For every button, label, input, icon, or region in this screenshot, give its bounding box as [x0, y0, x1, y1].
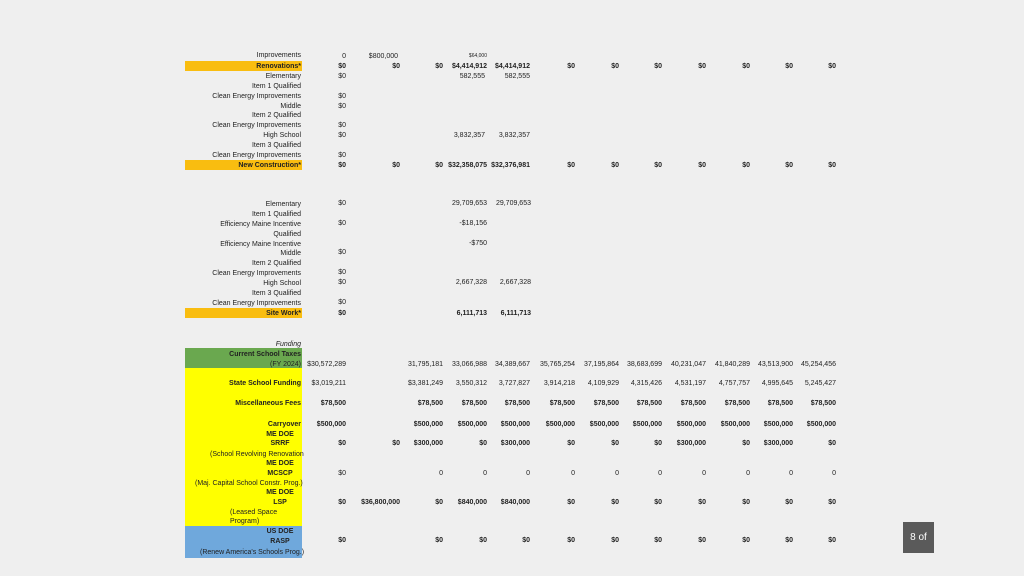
row-label: Item 3 Qualified: [251, 290, 301, 297]
rasp-value: $0: [611, 537, 619, 544]
new-construction-value: $0: [611, 162, 619, 169]
row-label: Efficiency Maine Incentive: [220, 221, 301, 228]
rasp-value: $0: [479, 537, 487, 544]
state-funding-value: 4,315,426: [630, 380, 662, 387]
item-value: $0: [338, 249, 346, 256]
rasp-value: $0: [698, 537, 706, 544]
row-label: Item 2 Qualified: [251, 260, 301, 267]
lsp-value: $840,000: [500, 499, 530, 506]
rasp-value: $0: [435, 537, 443, 544]
rasp-agency: US DOE: [266, 528, 294, 535]
site-work-value: 6,111,713: [456, 310, 487, 317]
srrf-value: $0: [567, 440, 575, 447]
state-funding-value: 4,531,197: [674, 380, 706, 387]
srrf-value: $0: [479, 440, 487, 447]
carryover-value: $500,000: [763, 421, 793, 428]
lsp-value: $0: [742, 499, 750, 506]
rasp-value: $0: [522, 537, 530, 544]
current-taxes-value: $30,572,289: [307, 361, 346, 368]
misc-fees-value: $78,500: [724, 400, 750, 407]
renovations-value: $0: [338, 63, 346, 70]
row-label: Efficiency Maine Incentive: [220, 241, 301, 248]
item-value: $0: [338, 102, 346, 110]
mcscp-value: 0: [789, 470, 793, 477]
state-funding-value: 4,109,929: [587, 380, 619, 387]
carryover-label: Carryover: [267, 421, 301, 428]
state-funding-value: 4,995,645: [761, 380, 793, 387]
misc-fees-value: $78,500: [680, 400, 706, 407]
carryover-value: $500,000: [457, 421, 487, 428]
lsp-value: $0: [698, 499, 706, 506]
current-taxes-value: 41,840,289: [714, 361, 750, 368]
rasp-value: $0: [742, 537, 750, 544]
state-funding-value: 4,757,757: [718, 380, 750, 387]
current-taxes-value: 45,254,456: [800, 361, 836, 368]
current-taxes-value: 33,066,988: [451, 361, 487, 368]
mcscp-value: 0: [483, 470, 487, 477]
item-value: $0: [338, 220, 346, 227]
item-value: 2,667,328: [455, 279, 487, 286]
srrf-value: $0: [742, 440, 750, 447]
mcscp-value: 0: [746, 470, 750, 477]
improvements-value: $64,000: [468, 53, 487, 59]
row-label: Item 1 Qualified: [251, 211, 301, 218]
item-value: 582,555: [459, 73, 485, 80]
improvements-value: 0: [342, 53, 346, 60]
renovations-value: $0: [828, 63, 836, 70]
renovations-value: $0: [567, 63, 575, 70]
item-value: 29,709,653: [451, 200, 487, 207]
item-value: $0: [338, 73, 346, 80]
mcscp-value: $0: [338, 470, 346, 477]
state-funding-value: $3,381,249: [407, 380, 443, 387]
row-label: Clean Energy Improvements: [212, 92, 301, 100]
srrf-value: $300,000: [676, 440, 706, 447]
carryover-value: $500,000: [545, 421, 575, 428]
item-value: 29,709,653: [495, 200, 531, 207]
srrf-value: $0: [338, 440, 346, 447]
row-label: Clean Energy Improvements: [212, 151, 301, 159]
misc-fees-value: $78,500: [767, 400, 793, 407]
lsp-desc: Program): [230, 518, 260, 525]
srrf-value: $300,000: [763, 440, 793, 447]
mcscp-value: 0: [571, 470, 575, 477]
state-funding-value: 5,245,427: [804, 380, 836, 387]
carryover-value: $500,000: [500, 421, 530, 428]
srrf-desc: (School Revolving Renovation: [210, 451, 304, 458]
lsp-desc: (Leased Space: [230, 509, 278, 516]
new-construction-value: $0: [654, 162, 662, 169]
state-funding-label: State School Funding: [229, 380, 301, 387]
renovations-value: $0: [698, 63, 706, 70]
renovations-value: $0: [742, 63, 750, 70]
row-label: Elementary: [265, 73, 301, 80]
current-taxes-value: 35,765,254: [539, 361, 575, 368]
rasp-label: RASP: [270, 538, 290, 545]
current-taxes-value: 40,231,047: [670, 361, 706, 368]
misc-fees-value: $78,500: [461, 400, 487, 407]
lsp-agency: ME DOE: [266, 489, 294, 496]
new-construction-value: $0: [338, 162, 346, 169]
lsp-value: $0: [654, 499, 662, 506]
carryover-value: $500,000: [589, 421, 619, 428]
mcscp-value: 0: [439, 470, 443, 477]
site-work-value: 6,111,713: [500, 310, 531, 317]
row-label: Item 1 Qualified: [251, 82, 301, 90]
mcscp-value: 0: [658, 470, 662, 477]
row-label: Qualified: [273, 231, 301, 238]
renovations-value: $0: [654, 63, 662, 70]
row-label: Improvements: [256, 52, 301, 59]
misc-fees-value: $78,500: [417, 400, 443, 407]
current-taxes-value: 37,195,864: [583, 361, 619, 368]
misc-fees-value: $78,500: [593, 400, 619, 407]
carryover-value: $500,000: [413, 421, 443, 428]
srrf-value: $0: [611, 440, 619, 447]
srrf-agency: ME DOE: [266, 431, 294, 438]
current-taxes-value: 31,795,181: [407, 361, 443, 368]
row-label: Middle: [280, 250, 301, 257]
carryover-value: $500,000: [632, 421, 662, 428]
row-label: High School: [263, 280, 301, 287]
new-construction-value: $0: [392, 162, 400, 169]
srrf-value: $300,000: [500, 440, 530, 447]
mcscp-value: 0: [702, 470, 706, 477]
item-value: 3,832,357: [498, 132, 530, 140]
misc-fees-value: $78,500: [320, 400, 346, 407]
current-taxes-label: Current School Taxes: [229, 351, 301, 358]
rasp-desc: (Renew America's Schools Prog.): [200, 549, 305, 556]
rasp-value: $0: [785, 537, 793, 544]
mcscp-value: 0: [526, 470, 530, 477]
carryover-value: $500,000: [316, 421, 346, 428]
item-value: $0: [338, 151, 346, 159]
lsp-value: $0: [828, 499, 836, 506]
mcscp-value: 0: [615, 470, 619, 477]
renovations-value: $0: [611, 63, 619, 70]
state-funding-value: $3,019,211: [311, 380, 346, 387]
lsp-label: LSP: [273, 499, 287, 506]
lsp-value: $840,000: [457, 499, 487, 506]
misc-fees-label: Miscellaneous Fees: [235, 400, 301, 407]
current-taxes-sublabel: (FY 2024): [270, 361, 301, 368]
carryover-value: $500,000: [720, 421, 750, 428]
misc-fees-value: $78,500: [636, 400, 662, 407]
row-label: Elementary: [265, 201, 301, 208]
page-number-badge: 8 of: [903, 522, 934, 553]
carryover-value: $500,000: [676, 421, 706, 428]
mcscp-label: MCSCP: [267, 470, 293, 477]
state-funding-value: 3,727,827: [498, 380, 530, 387]
funding-title: Funding: [275, 341, 301, 348]
srrf-value: $300,000: [413, 440, 443, 447]
new-construction-value: $0: [785, 162, 793, 169]
current-taxes-value: 34,389,667: [494, 361, 530, 368]
lsp-value: $0: [611, 499, 619, 506]
new-construction-value: $0: [698, 162, 706, 169]
row-label: Clean Energy Improvements: [212, 270, 301, 277]
new-construction-value: $32,358,075: [448, 162, 487, 169]
row-label: Middle: [280, 102, 301, 110]
item-value: $0: [338, 132, 346, 140]
mcscp-agency: ME DOE: [266, 460, 294, 467]
srrf-value: $0: [828, 440, 836, 447]
rasp-value: $0: [828, 537, 836, 544]
srrf-value: $0: [654, 440, 662, 447]
row-label: Clean Energy Improvements: [212, 300, 301, 307]
misc-fees-value: $78,500: [504, 400, 530, 407]
new-construction-value: $0: [828, 162, 836, 169]
lsp-value: $0: [338, 499, 346, 506]
item-value: -$18,156: [459, 220, 487, 227]
renovations-label: Renovations*: [256, 63, 301, 70]
current-taxes-value: 38,683,699: [626, 361, 662, 368]
item-value: 582,555: [504, 73, 530, 80]
site-work-value: $0: [338, 310, 346, 317]
item-value: -$750: [469, 240, 487, 247]
item-value: $0: [338, 279, 346, 286]
item-value: $0: [338, 200, 346, 207]
row-label: Item 3 Qualified: [251, 141, 301, 149]
mcscp-desc: (Maj. Capital School Constr. Prog.): [195, 480, 303, 487]
srrf-label: SRRF: [270, 440, 290, 447]
renovations-value: $4,414,912: [494, 63, 530, 70]
row-label: Item 2 Qualified: [251, 112, 301, 120]
new-construction-value: $0: [567, 162, 575, 169]
rasp-value: $0: [338, 537, 346, 544]
new-construction-value: $32,376,981: [491, 162, 530, 169]
renovations-value: $0: [785, 63, 793, 70]
new-construction-value: $0: [742, 162, 750, 169]
rasp-value: $0: [567, 537, 575, 544]
misc-fees-value: $78,500: [810, 400, 836, 407]
item-value: $0: [338, 122, 346, 130]
item-value: 3,832,357: [453, 132, 485, 140]
state-funding-value: 3,550,312: [455, 380, 487, 387]
misc-fees-value: $78,500: [549, 400, 575, 407]
item-value: $0: [338, 269, 346, 276]
lsp-value: $0: [567, 499, 575, 506]
renovations-value: $0: [392, 63, 400, 70]
item-value: $0: [338, 92, 346, 100]
lsp-value: $36,800,000: [361, 499, 400, 506]
row-label: Clean Energy Improvements: [212, 122, 301, 130]
new-construction-value: $0: [435, 162, 443, 169]
site-work-label: Site Work*: [266, 310, 301, 317]
renovations-value: $4,414,912: [451, 63, 487, 70]
lsp-value: $0: [785, 499, 793, 506]
renovations-value: $0: [435, 63, 443, 70]
current-taxes-value: 43,513,900: [757, 361, 793, 368]
row-label: High School: [263, 132, 301, 140]
rasp-value: $0: [654, 537, 662, 544]
item-value: $0: [338, 299, 346, 306]
mcscp-value: 0: [832, 470, 836, 477]
state-funding-value: 3,914,218: [543, 380, 575, 387]
item-value: 2,667,328: [499, 279, 531, 286]
improvements-value: $800,000: [368, 53, 398, 60]
srrf-value: $0: [392, 440, 400, 447]
carryover-value: $500,000: [806, 421, 836, 428]
lsp-value: $0: [435, 499, 443, 506]
new-construction-label: New Construction*: [238, 162, 301, 169]
